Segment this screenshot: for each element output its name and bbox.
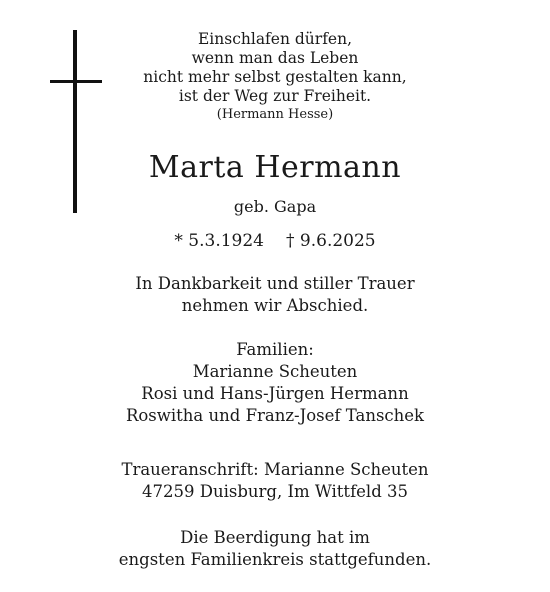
quote-author: (Hermann Hesse) bbox=[216, 107, 334, 122]
quote-line: wenn man das Leben bbox=[191, 49, 359, 67]
quote-line: Einschlafen dürfen, bbox=[197, 30, 353, 48]
address-line: Traueranschrift: Marianne Scheuten bbox=[121, 460, 429, 479]
farewell-text bbox=[0, 273, 550, 317]
funeral-notice bbox=[0, 527, 550, 571]
mourning-address bbox=[0, 459, 550, 503]
family-name: Rosi und Hans-Jürgen Hermann bbox=[141, 384, 409, 403]
address-line: 47259 Duisburg, Im Wittfeld 35 bbox=[141, 482, 409, 501]
quote-line: nicht mehr selbst gestalten kann, bbox=[143, 68, 407, 86]
life-dates bbox=[0, 229, 550, 253]
farewell-line: nehmen wir Abschied. bbox=[181, 296, 369, 315]
farewell-line: In Dankbarkeit und stiller Trauer bbox=[135, 274, 415, 293]
family-name: Marianne Scheuten bbox=[192, 362, 358, 381]
family-name: Roswitha und Franz-Josef Tanschek bbox=[125, 406, 425, 425]
birth-name: geb. Gapa bbox=[233, 197, 317, 216]
funeral-line: Die Beerdigung hat im bbox=[180, 528, 370, 547]
funeral-line: engsten Familienkreis stattgefunden. bbox=[118, 550, 432, 569]
families-heading: Familien: bbox=[236, 340, 314, 359]
families-list bbox=[0, 339, 550, 427]
deceased-name: Marta Hermann bbox=[148, 150, 402, 185]
birth-date: * 5.3.1924 bbox=[174, 231, 264, 251]
memorial-quote bbox=[70, 30, 480, 124]
death-date: † 9.6.2025 bbox=[286, 231, 376, 251]
quote-line: ist der Weg zur Freiheit. bbox=[178, 87, 372, 105]
